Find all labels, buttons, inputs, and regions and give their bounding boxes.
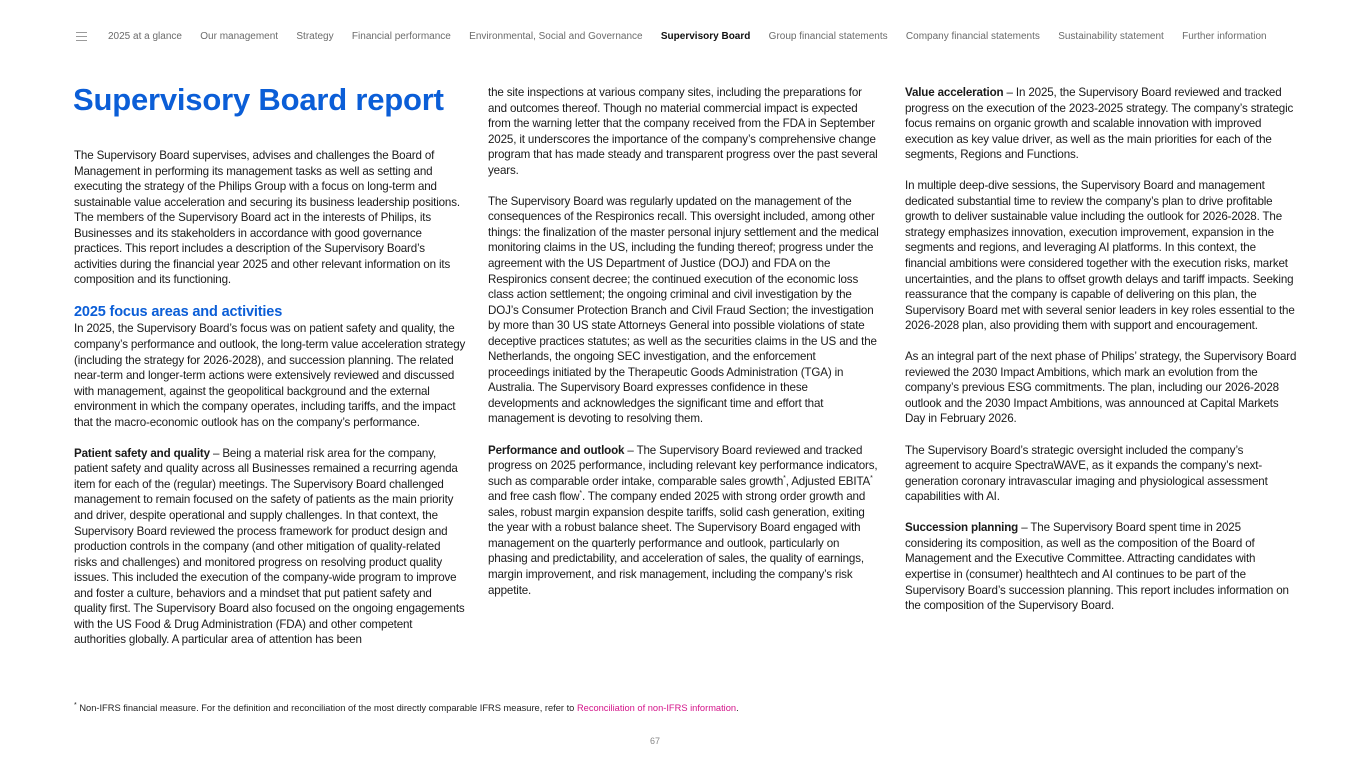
performance-text: – The Supervisory Board reviewed and tracked progress on 2025 performance, including relevant key performance indicators, such as comparable order intake, comparable sales growth (488, 443, 878, 488)
footnote (74, 703, 739, 713)
deep-dive-paragraph: In multiple deep-dive sessions, the Supervisory Board and management dedicated substantial time to review the company’s plan to drive profitable growth to deliver sustainable value including the outlook for 2026-2028. The strategy emphasizes innovation, execution improvement, expansion in the segments and regions, and leveraging AI platforms. In this context, the financial ambitions were considered together with the execution risks, market uncertainties, and the plans to offset growth delays and tariff impacts. Seeking reassurance that the company is capable of delivering on this plan, the Supervisory Board met with several senior leaders in key roles essential to the 2026-2028 plan, also providing them with support and encouragement. (905, 179, 1295, 333)
intro-paragraph: The Supervisory Board supervises, advises and challenges the Board of Management in performing its management tasks as well as setting and executing the strategy of the Philips Group with a focus on long-term and sustainable value acceleration and securing its business leadership positions. The members of the Supervisory Board act in the interests of Philips, its Businesses and its stakeholders in accordance with good governance practices. This report includes a description of the Supervisory Board’s activities during the financial year 2025 and other relevant information on its composition and its functioning. (74, 149, 460, 287)
nav-item-esg[interactable]: Environmental, Social and Governance (469, 31, 643, 42)
section-heading: 2025 focus areas and activities (74, 304, 283, 321)
column-3 (905, 85, 1297, 629)
nav-item-sustainability-statement[interactable]: Sustainability statement (1058, 31, 1164, 42)
succession-paragraph (905, 520, 1297, 613)
patient-safety-lead: Patient safety and quality (74, 446, 210, 460)
column-2 (488, 85, 880, 614)
footnote-mark: * (579, 490, 582, 498)
nav-item-our-management[interactable]: Our management (200, 31, 279, 42)
footnote-end: . (736, 703, 739, 713)
spectrawave-paragraph: The Supervisory Board’s strategic oversight included the company’s agreement to acquire SpectraWAVE, as it expands the company’s next-generation coronary intravascular imaging and physiological assessment capabilities with AI. (905, 443, 1268, 504)
nav-item-2025-at-a-glance[interactable]: 2025 at a glance (108, 31, 182, 42)
footnote-mark: * (870, 474, 873, 482)
nav-item-financial-performance[interactable]: Financial performance (351, 31, 451, 42)
nav-item-company-financial-statements[interactable]: Company financial statements (905, 31, 1040, 42)
top-navigation (76, 31, 1285, 42)
performance-paragraph (488, 443, 880, 598)
performance-lead: Performance and outlook (488, 443, 625, 457)
footnote-mark: * (74, 701, 77, 709)
value-acceleration-lead: Value acceleration (905, 86, 1004, 99)
succession-text: – The Supervisory Board spent time in 2025 considering its composition, as well as the composition of the Board of Management and the Executive Committee. Attracting candidates with expertise in (consumer) healthtech and AI continues to be part of the Supervisory Board’s succession planning. This report includes information on the composition of the Supervisory Board. (905, 521, 1289, 613)
footnote-mark: * (783, 474, 786, 482)
inspections-paragraph: the site inspections at various company sites, including the preparations for and outcomes thereof. Though no material commercial impact is expected from the warning letter that the company received from the FDA in September 2025, it underscores the importance of the company’s comprehensive change program that has made steady and transparent progress over the past several years. (488, 86, 878, 177)
page-title: Supervisory Board report (73, 82, 444, 117)
nav-item-supervisory-board[interactable]: Supervisory Board (660, 31, 751, 42)
value-acceleration-paragraph (905, 85, 1297, 163)
column-1 (74, 148, 466, 664)
impact-ambitions-paragraph: As an integral part of the next phase of Philips’ strategy, the Supervisory Board reviewed the 2030 Impact Ambitions, which mark an evolution from the company’s previous ESG commitments. The plan, including our 2026-2028 outlook and the 2030 Impact Ambitions, was announced at Capital Markets Day in February 2026. (905, 350, 1297, 426)
performance-text: , Adjusted EBITA (785, 474, 871, 488)
page-number: 67 (650, 736, 661, 746)
patient-safety-text: – Being a material risk area for the company, patient safety and quality across all Businesses remained a recurring agenda item for each of the (regular) meetings. The Supervisory Board challenged management to remain focused on the safety of patients as the main priority and driver, despite operational and supply challenges. In that context, the Supervisory Board reviewed the process framework for product design and production controls in the company (and other mitigation of quality-related risks and challenges) and monitored progress on resolving product quality issues. This included the execution of the company-wide program to improve and foster a culture, behaviors and a mindset that put patient safety and quality first. The Supervisory Board also focused on the ongoing engagements with the US Food & Drug Administration (FDA) and other competent authorities globally. A particular area of attention has been (74, 446, 465, 647)
focus-paragraph: In 2025, the Supervisory Board’s focus was on patient safety and quality, the company’s performance and outlook, the long-term value acceleration strategy (including the strategy for 2026-2028), and succession planning. The related near-term and longer-term actions were extensively reviewed and discussed with management, against the geopolitical background and the external environment in which the company operates, including tariffs, and the impact that the macro-economic outlook has on the company’s performance. (74, 322, 466, 429)
menu-icon[interactable] (76, 32, 87, 41)
footnote-text: Non-IFRS financial measure. For the definition and reconciliation of the most directly comparable IFRS measure, refer to (76, 703, 577, 713)
performance-text: and free cash flow (488, 490, 580, 504)
nav-item-further-information[interactable]: Further information (1182, 31, 1267, 42)
value-acceleration-text: – In 2025, the Supervisory Board reviewed and tracked progress on the execution of the 2023-2025 strategy. The company’s strategic focus remains on organic growth and scalable innovation with improved execution as key value driver, as well as the main priorities for each of the segments, Regions and Functions. (905, 86, 1294, 162)
respironics-paragraph: The Supervisory Board was regularly updated on the management of the consequences of the Respironics recall. This oversight included, among other things: the finalization of the master personal injury settlement and the medical monitoring claims in the US, including the funding thereof; progress under the agreement with the US Department of Justice (DOJ) and FDA on the Respironics consent decree; the continued execution of the economic loss class action settlement; the ongoing criminal and civil investigation by the DOJ’s Consumer Protection Branch and Civil Fraud Section; the investigation by more than 30 US state Attorneys General into possible violations of state deceptive practices statutes; as well as the securities claims in the US and the Netherlands, the ongoing SEC investigation, and the enforcement proceedings initiated by the Therapeutic Goods Administration (TGA) in Australia. The Supervisory Board expresses confidence in these developments and acknowledges the significant time and effort that management is devoting to resolving them. (488, 194, 879, 426)
performance-text: . The company ended 2025 with strong order growth and sales, robust margin expansion despite tariffs, solid cash generation, exiting the year with a robust balance sheet. The Supervisory Board engaged with management on the quarterly performance and outlook, particularly on phasing and predictability, and acceleration of sales, the quality of earnings, margin improvement, and risk management, including the company’s risk appetite. (488, 490, 866, 597)
reconciliation-link[interactable]: Reconciliation of non-IFRS information (576, 703, 737, 713)
nav-item-strategy[interactable]: Strategy (296, 31, 334, 42)
nav-item-group-financial-statements[interactable]: Group financial statements (768, 31, 888, 42)
succession-lead: Succession planning (905, 521, 1019, 535)
patient-safety-paragraph (74, 446, 466, 648)
